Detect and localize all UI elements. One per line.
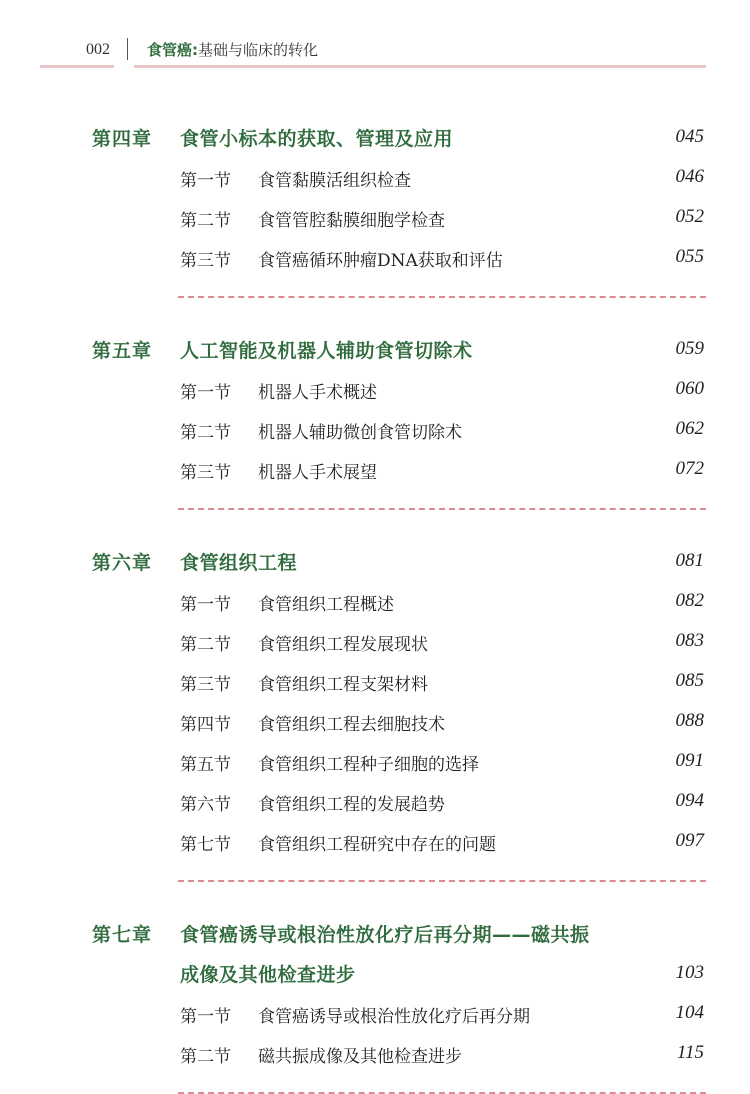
chapter-divider <box>178 508 706 510</box>
section-page-number: 052 <box>675 206 704 227</box>
section-label: 第四节 <box>180 715 231 735</box>
chapter-label: 第四章 <box>92 128 153 150</box>
section-title: 食管黏膜活组织检查 <box>258 171 411 191</box>
section-label: 第三节 <box>180 675 231 695</box>
section-title: 食管管腔黏膜细胞学检查 <box>258 211 445 231</box>
chapter-page-number: 059 <box>675 338 704 359</box>
book-title-rest: 基础与临床的转化 <box>198 41 319 59</box>
section-title: 食管组织工程去细胞技术 <box>258 715 445 735</box>
chapter-divider <box>178 296 706 298</box>
running-header <box>0 0 750 80</box>
section-label: 第一节 <box>180 383 231 403</box>
section-title: 磁共振成像及其他检查进步 <box>258 1047 462 1067</box>
section-title: 机器人手术展望 <box>258 463 377 483</box>
section-label: 第二节 <box>180 423 231 443</box>
chapter-title: 食管癌诱导或根治性放化疗后再分期——磁共振 <box>180 924 590 946</box>
section-page-number: 062 <box>675 418 704 439</box>
section-page-number: 104 <box>675 1002 704 1023</box>
section-page-number: 046 <box>675 166 704 187</box>
section-page-number: 091 <box>675 750 704 771</box>
section-title: 食管组织工程支架材料 <box>258 675 428 695</box>
section-label: 第七节 <box>180 835 231 855</box>
section-page-number: 072 <box>675 458 704 479</box>
section-label: 第五节 <box>180 755 231 775</box>
section-page-number: 097 <box>675 830 704 851</box>
chapter-title: 人工智能及机器人辅助食管切除术 <box>180 340 473 362</box>
section-title: 食管组织工程发展现状 <box>258 635 428 655</box>
header-rule <box>40 65 706 68</box>
section-label: 第一节 <box>180 595 231 615</box>
section-title: 食管组织工程研究中存在的问题 <box>258 835 496 855</box>
chapter-label: 第七章 <box>92 924 153 946</box>
section-title: 食管癌循环肿瘤DNA获取和评估 <box>258 251 503 271</box>
section-label: 第二节 <box>180 211 231 231</box>
chapter-page-number: 081 <box>675 550 704 571</box>
book-title-accent: 食管癌: <box>147 41 198 59</box>
chapter-title: 食管小标本的获取、管理及应用 <box>180 128 454 150</box>
section-title: 食管组织工程种子细胞的选择 <box>258 755 479 775</box>
section-title: 食管组织工程概述 <box>258 595 394 615</box>
section-label: 第一节 <box>180 1007 231 1027</box>
page-number: 002 <box>86 41 110 58</box>
section-page-number: 088 <box>675 710 704 731</box>
header-rule-notch <box>114 65 134 68</box>
section-label: 第三节 <box>180 251 231 271</box>
section-label: 第一节 <box>180 171 231 191</box>
section-page-number: 060 <box>675 378 704 399</box>
section-page-number: 055 <box>675 246 704 267</box>
section-page-number: 082 <box>675 590 704 611</box>
header-divider <box>127 38 128 60</box>
chapter-label: 第五章 <box>92 340 153 362</box>
chapter-page-number: 045 <box>675 126 704 147</box>
section-title: 机器人手术概述 <box>258 383 377 403</box>
chapter-title: 食管组织工程 <box>180 552 298 574</box>
section-label: 第二节 <box>180 1047 231 1067</box>
chapter-page-number: 103 <box>675 962 704 983</box>
chapter-title: 成像及其他检查进步 <box>180 964 356 986</box>
section-title: 机器人辅助微创食管切除术 <box>258 423 462 443</box>
section-page-number: 094 <box>675 790 704 811</box>
section-title: 食管组织工程的发展趋势 <box>258 795 445 815</box>
section-page-number: 115 <box>676 1042 704 1063</box>
section-label: 第二节 <box>180 635 231 655</box>
section-page-number: 083 <box>675 630 704 651</box>
section-label: 第三节 <box>180 463 231 483</box>
section-label: 第六节 <box>180 795 231 815</box>
chapter-divider <box>178 880 706 882</box>
book-title <box>147 39 318 60</box>
section-page-number: 085 <box>675 670 704 691</box>
section-title: 食管癌诱导或根治性放化疗后再分期 <box>258 1007 530 1027</box>
chapter-label: 第六章 <box>92 552 153 574</box>
